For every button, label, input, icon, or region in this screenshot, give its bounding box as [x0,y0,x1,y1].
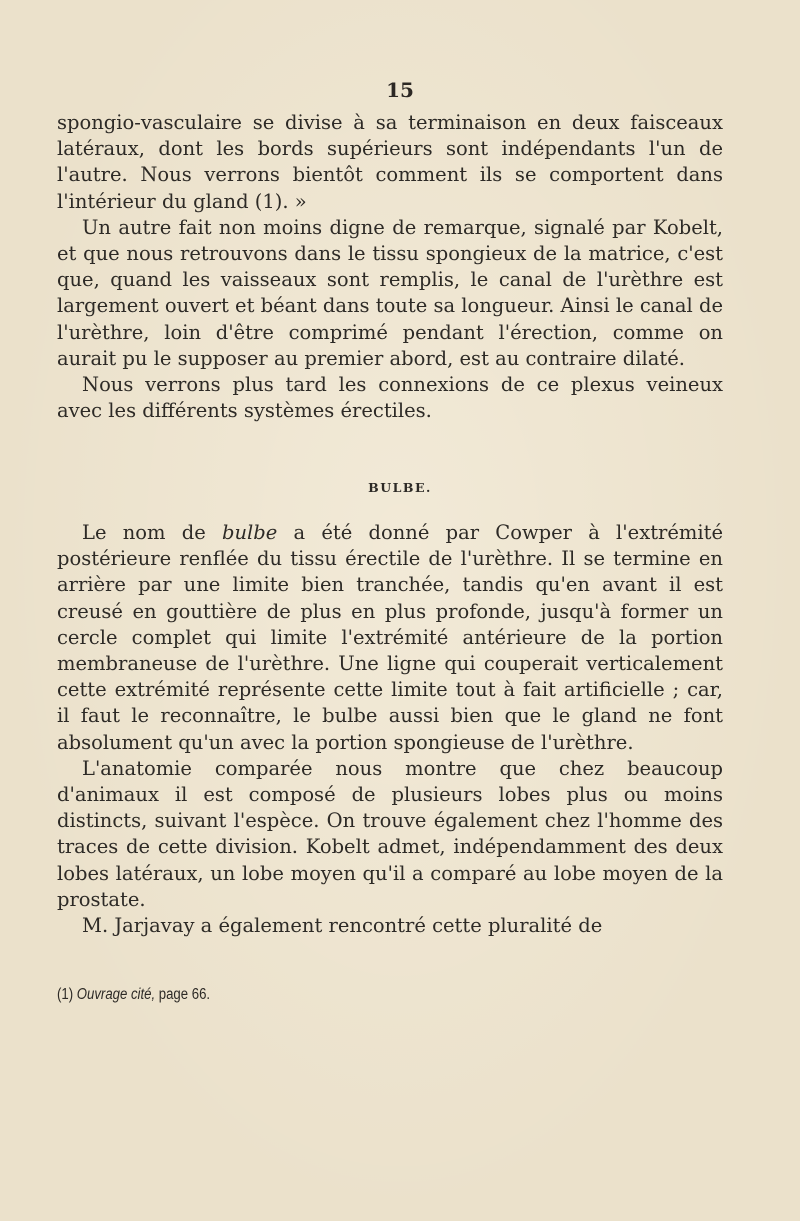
section-heading-bulbe: BULBE. [368,480,432,495]
paragraph-bulbe-intro-rest: a été donné par Cowper à l'extrémité postérieure renflée du tissu érectile de l'urèthre. Il se termine en arrière par une limite bien tranchée, tandis qu'en avant il est creusé en gouttière de plus en plus profonde, jusqu'à former un cercle complet qui limite l'extrémité antérieure de la portion membraneuse de l'urèthre. Une ligne qui couperait verticalement cette extrémité représente cette limite tout à fait artificielle ; car, il faut le reconnaître, le bulbe aussi bien que le gland ne font absolument qu'un avec la portion spongieuse de l'urèthre. [57,521,723,754]
footnote-rest: page 66. [155,986,211,1003]
term-bulbe: bulbe [221,521,278,544]
footnote-marker: (1) [57,986,77,1003]
paragraph-continuation: spongio-vasculaire se divise à sa terminaison en deux faisceaux latéraux, dont les bords supérieurs sont indépendants l'un de l'autre. Nous verrons bientôt comment ils se comportent dans l'intérieur du gland (1). » [57,111,723,213]
text-block-bulbe [57,520,723,939]
text-block-top [57,110,723,424]
page-number: 15 [386,78,414,102]
paragraph-bulbe-intro [57,520,723,756]
paragraph-comparative-anatomy: L'anatomie comparée nous montre que chez beaucoup d'animaux il est composé de plusieurs lobes plus ou moins distincts, suivant l'espèce. On trouve également chez l'homme des traces de cette division. Kobelt admet, indépendamment des deux lobes latéraux, un lobe moyen qu'il a comparé au lobe moyen de la prostate. [57,756,723,911]
footnote-italic: Ouvrage cité, [76,986,156,1003]
footnote [57,986,210,1004]
paragraph-jarjavay: M. Jarjavay a également rencontré cette pluralité de [82,914,603,938]
paragraph-kobelt-remark: Un autre fait non moins digne de remarque, signalé par Kobelt, et que nous retrouvons dans le tissu spongieux de la matrice, c'est que, quand les vaisseaux sont remplis, le canal de l'urèthre est largement ouvert et béant dans toute sa longueur. Ainsi le canal de l'urèthre, loin d'être comprimé pendant l'érection, comme on aurait pu le supposer au premier abord, est au contraire dilaté. [57,215,724,370]
paragraph-plexus-connections: Nous verrons plus tard les connexions de ce plexus veineux avec les différents systèmes érectiles. [57,373,723,423]
paragraph-bulbe-intro-start: Le nom de [82,521,222,544]
